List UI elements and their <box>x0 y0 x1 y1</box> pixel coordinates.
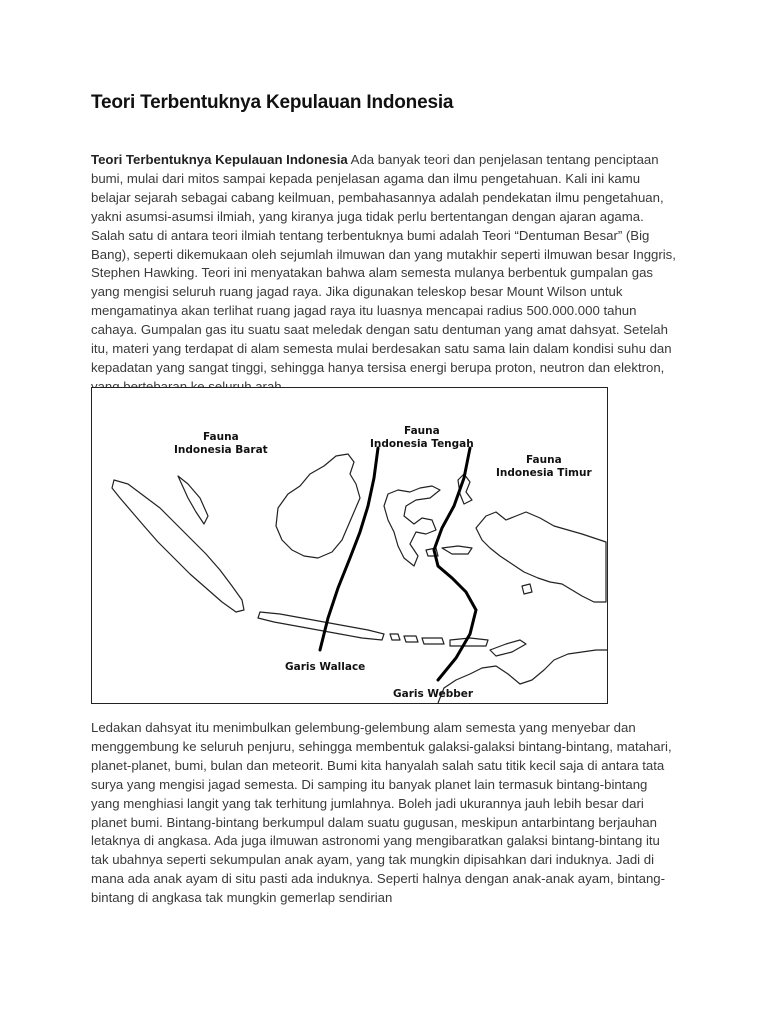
label-fauna-central: Fauna Indonesia Tengah <box>370 425 474 450</box>
second-paragraph: Ledakan dahsyat itu menimbulkan gelembung-gelembung alam semesta yang menyebar dan menggembung ke seluruh penjuru, sehingga membentuk galaksi-galaksi bintang-bintang, matahari, planet-planet, bumi, bulan dan meteorit. Bumi kita hanyalah salah satu titik kecil saja di antara tata surya yang mengisi jagad semesta. Di samping itu banyak planet lain termasuk bintang-bintang yang menghiasi langit yang tak terhitung jumlahnya. Boleh jadi ukurannya jauh lebih besar dari planet bumi. Bintang-bintang berkumpul dalam suatu gugusan, meskipun antarbintang berjauhan letaknya di angkasa. Ada juga ilmuwan astronomi yang mengibaratkan galaksi bintang-bintang itu tak ubahnya seperti sekumpulan anak ayam, yang tak mungkin dipisahkan dari induknya. Jadi di mana ada anak ayam di situ pasti ada induknya. Seperti halnya dengan anak-anak ayam, bintang-bintang di angkasa tak mungkin gemerlap sendirian <box>91 720 672 906</box>
island-java <box>258 612 384 640</box>
island-timor <box>490 640 526 656</box>
island-seram <box>442 546 472 554</box>
label-fauna-east: Fauna Indonesia Timur <box>496 454 592 479</box>
island-borneo <box>276 454 360 558</box>
map-illustration <box>92 388 607 703</box>
indonesia-fauna-map <box>91 387 608 704</box>
intro-lead: Teori Terbentuknya Kepulauan Indonesia <box>91 152 348 167</box>
label-fauna-west: Fauna Indonesia Barat <box>174 431 268 456</box>
label-garis-wallace: Garis Wallace <box>285 661 366 673</box>
page-title: Teori Terbentuknya Kepulauan Indonesia <box>91 92 454 113</box>
label-garis-webber: Garis Webber <box>393 688 474 700</box>
island-malaya <box>178 476 208 524</box>
island-aru <box>522 584 532 594</box>
intro-text: Ada banyak teori dan penjelasan tentang penciptaan bumi, mulai dari mitos sampai kepada penjelasan agama dan ilmu pengetahuan. Kali ini kamu belajar sejarah sebagai cabang keilmuan, pembahasannya adalah pendekatan ilmu pengetahuan, yakni asumsi-asumsi ilmiah, yang kiranya juga tidak perlu bertentangan dengan ajaran agama. Salah satu di antara teori ilmiah tentang terbentuknya bumi adalah Teori “Dentuman Besar” (Big Bang), seperti dikemukaan oleh sejumlah ilmuwan dan yang mutakhir seperti ilmuwan besar Inggris, Stephen Hawking. Teori ini menyatakan bahwa alam semesta mulanya berbentuk gumpalan gas yang mengisi seluruh ruang jagad raya. Jika digunakan teleskop besar Mount Wilson untuk mengamatinya akan terlihat ruang jagad raya itu luasnya mencapai radius 500.000.000 tahun cahaya. Gumpalan gas itu suatu saat meledak dengan satu dentuman yang amat dahsyat. Setelah itu, materi yang terdapat di alam semesta mulai berdesakan satu sama lain dalam kondisi suhu dan kepadatan yang sangat tinggi, sehingga hanya tersisa energi berupa proton, neutron dan elektron, <box>91 152 676 375</box>
island-sulawesi <box>384 486 440 566</box>
island-new-guinea <box>476 512 606 602</box>
island-nusa-tenggara <box>390 634 488 646</box>
island-sumatra <box>112 480 244 612</box>
intro-paragraph <box>91 151 679 397</box>
wallace-line <box>320 448 378 650</box>
